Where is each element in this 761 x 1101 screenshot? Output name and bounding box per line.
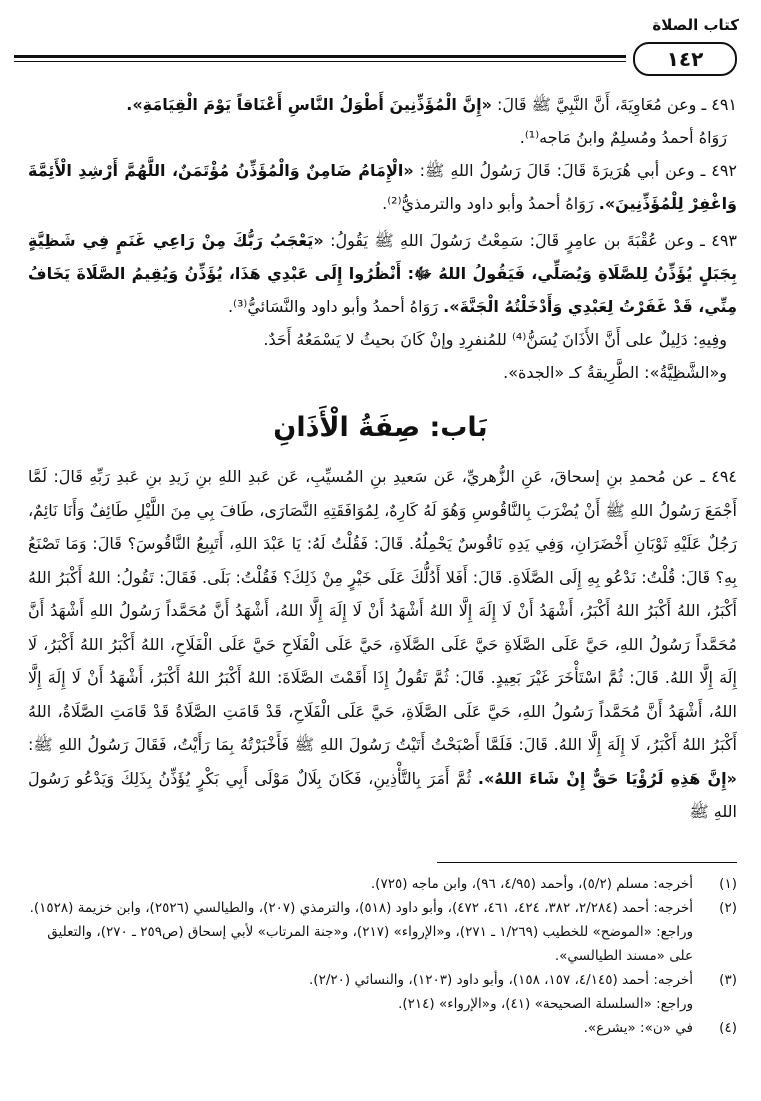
footnote-number: (١) — [719, 876, 737, 892]
book-title: كتاب الصلاة — [652, 16, 739, 34]
hadith-491-source: رَوَاهُ أحمدُ ومُسلِمٌ وابنُ مَاجه⁽¹⁾. — [519, 128, 727, 147]
hadith-493 — [28, 224, 737, 389]
hadith-494-body: ٤٩٤ ـ عن مُحمدِ بنِ إسحاقَ، عَنِ الزُّهريِّ، عَن سَعيدِ بنِ المُسيِّبِ، عَن عَبدِ اللهِ بنِ زَيدِ بنِ عَبدِ رَبِّهِ قَالَ: لَمَّا أَجْمَعَ رَسُولُ اللهِ ﷺ أَنْ يُضْرَبَ بِالنَّاقُوسِ وَهُوَ لَهُ كَارِهٌ، لِمُوَافَقَتِهِ النَّصَارَى، طَافَ بِي مِنَ اللَّيْلِ طَائِفٌ وَأَنَا نَائِمٌ، رَجُلٌ عَلَيْهِ ثَوْبَانِ أَخْضَرَانِ، وَفِي يَدِهِ نَاقُوسٌ يَحْمِلُهُ. قَالَ: فَقُلْتُ لَهُ: يَا عَبْدَ اللهِ، أَتَبِيعُ النَّاقُوسَ؟ قَالَ: وَمَا تَصْنَعُ بِهِ؟ قَالَ: قُلْتُ: نَدْعُو بِهِ إِلَى الصَّلَاةِ. قَالَ: أَفَلا أَدُلُّكَ عَلَى خَيْرٍ مِنْ ذَلِكَ؟ فَقُلْتُ: بَلَى. فَقَالَ: تَقُولُ: اللهُ أَكْبَرُ اللهُ أَكْبَرُ، اللهُ أَكْبَرُ اللهُ أَكْبَرُ، أَشْهَدُ أَنْ لَا إِلَهَ إِلَّا اللهُ أَشْهَدُ أَنْ لَا إِلَهَ إِلَّا اللهُ، أَشْهَدُ أَنَّ مُحَمَّداً رَسُولُ اللهِ أَشْهَدُ أَنَّ مُحَمَّداً رَسُولُ اللهِ، حَيَّ عَلَى الصَّلَاةِ حَيَّ عَلَى الصَّلَاةِ، حَيَّ عَلَى الْفَلَاحِ حَيَّ عَلَى الْفَلَاحِ، اللهُ أَكْبَرُ اللهُ أَكْبَرُ، لَا إِلَهَ إِلَّا اللهُ. قَالَ: ثُمَّ اسْتَأْخَرَ غَيْرَ بَعِيدٍ. قَالَ: ثُمَّ تَقُولُ إِذَا أَقَمْتَ الصَّلَاةَ: اللهُ أَكْبَرُ اللهُ أَكْبَرُ، أَشْهَدُ أَنْ لَا إِلَهَ إِلَّا اللهُ، أَشْهَدُ أَنَّ مُحَمَّداً رَسُولُ اللهِ، حَيَّ عَلَى الصَّلَاةِ، حَيَّ عَلَى الْفَلَاحِ، قَدْ قَامَتِ الصَّلَاةُ قَدْ قَامَتِ الصَّلَاةُ، اللهُ أَكْبَرُ اللهُ أَكْبَرُ، لَا إِلَهَ إِلَّا اللهُ. قَالَ: فَلَمَّا أَصْبَحْتُ أَتَيْتُ رَسُولَ اللهِ ﷺ فَأَخْبَرْتُهُ بِمَا رَأَيْتُ، فَقَالَ رَسُولُ اللهِ ﷺ: — [28, 467, 737, 754]
hadith-493-text: «يَعْجَبُ رَبُّكَ مِنْ رَاعِي غَنَمٍ فِي شَظِيَّةٍ بِجَبَلٍ يُؤَذِّنُ لِلصَّلَاةِ وَيُصَلِّي، فَيَقُولُ اللهُ ﷻ: أَنْظُرُوا إِلَى عَبْدِي هَذَا، يُؤَذِّنُ وَيُقِيمُ الصَّلَاةَ يَخَافُ مِنِّي، قَدْ غَفَرْتُ لِعَبْدِي وَأَدْخَلْتُهُ الْجَنَّةَ». — [28, 231, 737, 316]
footnote-1 — [26, 872, 737, 896]
hadith-491-text: «إِنَّ الْمُؤَذِّنِينَ أَطْوَلُ النَّاسِ أَعْنَاقاً يَوْمَ الْقِيَامَةِ». — [126, 95, 492, 114]
hadith-494-quote: «إِنَّ هَذِهِ لَرُؤْيَا حَقٌّ إِنْ شَاءَ اللهُ». — [477, 768, 738, 788]
hadith-492-source: رَوَاهُ أحمدُ وأبو داود والترمذيُّ⁽²⁾. — [382, 194, 599, 213]
footnote-separator — [437, 862, 737, 863]
footnote-line: أخرجه: مسلم (٥/٢)، وأحمد (٤/٩٥، ٩٦)، وابن ماجه (٧٢٥). — [370, 876, 693, 892]
hadith-492-intro: ٤٩٢ ـ وعن أبي هُرَيرَةَ قَالَ: قَالَ رَسُولُ اللهِ ﷺ: — [413, 161, 737, 180]
footnote-line: أخرجه: أحمد (٢/٢٨٤، ٣٨٢، ٤٢٤، ٤٦١، ٤٧٢)، وأبو داود (٥١٨)، والترمذي (٢٠٧)، والطيالسي (٢٥٢٦)، وابن خزيمة (١٥٢٨). — [29, 900, 693, 916]
footnote-number: (٢) — [719, 900, 737, 916]
hadith-494 — [28, 460, 737, 829]
hadith-491 — [28, 88, 737, 154]
hadith-492-text: «الْإِمَامُ ضَامِنٌ وَالْمُؤَذِّنُ مُؤْتَمَنٌ، اللَّهُمَّ أَرْشِدِ الْأَئِمَّةَ وَاغْفِرْ لِلْمُؤَذِّنِينَ». — [28, 161, 737, 213]
definition-line: و«الشَّظِيَّةُ»: الطَّرِيقةُ كـ «الجدة». — [503, 363, 727, 382]
footnote-3 — [26, 968, 737, 1016]
hadith-493-intro: ٤٩٣ ـ وعن عُقْبَةَ بن عامِرٍ قَالَ: سَمِعْتُ رَسُولَ اللهِ ﷺ يَقُولُ: — [323, 231, 737, 250]
hadith-494-tail: ثُمَّ أَمَرَ بِالتَّأْذِينِ، فَكَانَ بِلَالٌ مَوْلَى أَبِي بَكْرٍ يُؤَذِّنُ بِذَلِكَ وَيَدْعُو رَسُولَ اللهِ ﷺ — [28, 768, 737, 821]
footnote-4 — [26, 1016, 737, 1040]
footnote-line: وراجع: «الموضح» للخطيب (١/٢٦٩ ـ ٢٧١)، و«الإرواء» (٢١٧)، و«جنة المرتاب» لأبي إسحاق (ص٢٥٩ ـ ٢٧٠)، والتعليق على «مسند الطيالسي». — [47, 924, 693, 964]
page-number: ١٤٢ — [633, 42, 737, 76]
commentary-line: وفِيهِ: دَلِيلٌ على أَنَّ الأَذَانَ يُسَنُّ⁽⁴⁾ للمُنفرِدِ وإنْ كَانَ بحيثُ لا يَسْمَعُهُ أَحَدٌ. — [263, 330, 727, 349]
footnote-line: وراجع: «السلسلة الصحيحة» (٤١)، و«الإرواء» (٢١٤). — [398, 996, 693, 1012]
footnote-number: (٣) — [719, 972, 737, 988]
footnote-number: (٤) — [719, 1020, 737, 1036]
hadith-492 — [28, 154, 737, 220]
footnote-line: في «ن»: «يشرع». — [583, 1020, 693, 1036]
footnote-line: أخرجه: أحمد (٤/١٤٥، ١٥٧، ١٥٨)، وأبو داود (١٢٠٣)، والنسائي (٢/٢٠). — [309, 972, 693, 988]
footnotes — [26, 872, 737, 1040]
footnote-2 — [26, 896, 737, 968]
header-rule — [14, 55, 626, 58]
chapter-title: بَاب: صِفَةُ الْأَذَانِ — [273, 412, 488, 443]
header-rule-thin — [14, 61, 626, 62]
hadith-491-intro: ٤٩١ ـ وعن مُعَاوِيَةَ، أَنَّ النَّبِيَّ ﷺ قَالَ: — [491, 95, 737, 114]
hadith-493-source: رَوَاهُ أحمدُ وأبو داود والنَّسَائيُّ⁽³⁾. — [227, 297, 444, 316]
